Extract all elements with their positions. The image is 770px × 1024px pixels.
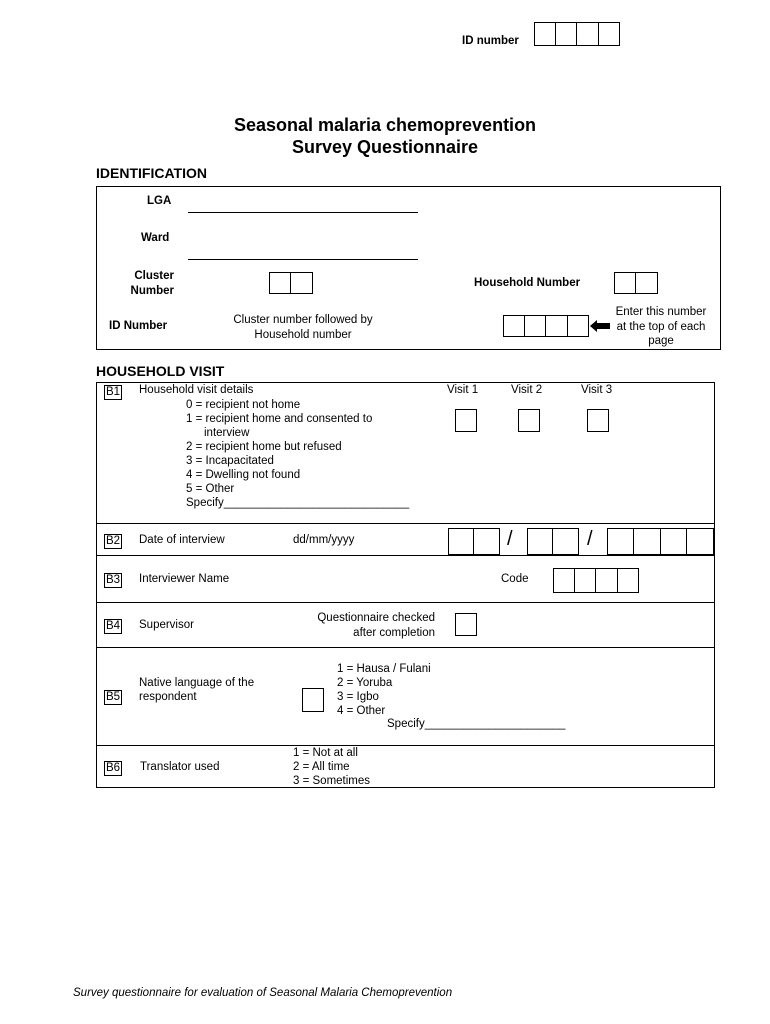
list-item: 1 = Hausa / Fulani	[337, 663, 431, 675]
title-line-1: Seasonal malaria chemoprevention	[233, 115, 537, 135]
digit-box[interactable]	[534, 22, 556, 46]
question-id-b6: B6	[106, 762, 121, 774]
header-id-boxes[interactable]	[534, 22, 620, 46]
question-id-b2: B2	[106, 535, 121, 547]
visit-1-label: Visit 1	[447, 384, 479, 396]
visit-1-box[interactable]	[455, 409, 477, 432]
visit-3-label: Visit 3	[581, 384, 613, 396]
b2-format: dd/mm/yyyy	[293, 534, 355, 546]
day-boxes[interactable]	[448, 528, 500, 555]
b5-options	[337, 662, 431, 718]
list-item: 1 = Not at all	[293, 747, 358, 759]
digit-box[interactable]	[599, 22, 621, 46]
b4-label: Supervisor	[139, 619, 194, 631]
b1-title: Household visit details	[139, 384, 254, 396]
digit-box[interactable]	[474, 528, 500, 555]
list-item: 1 = recipient home and consented to	[186, 413, 373, 425]
b1-options	[186, 398, 409, 510]
date-separator: /	[507, 528, 513, 550]
questionnaire-checked-box[interactable]	[455, 613, 477, 636]
month-boxes[interactable]	[527, 528, 579, 555]
lga-input-line[interactable]	[188, 201, 418, 213]
ward-input-line[interactable]	[188, 248, 418, 260]
b5-specify[interactable]: Specify______________________	[387, 718, 566, 730]
question-id-b4: B4	[106, 620, 121, 632]
household-number-label: Household Number	[474, 277, 581, 289]
lga-label: LGA	[147, 195, 172, 207]
household-number-boxes[interactable]	[614, 272, 658, 294]
digit-box[interactable]	[291, 272, 313, 294]
list-item: 3 = Sometimes	[293, 775, 371, 787]
code-label: Code	[501, 573, 529, 585]
visit-3-box[interactable]	[587, 409, 609, 432]
list-item: 3 = Igbo	[337, 691, 379, 703]
language-box[interactable]	[302, 688, 324, 712]
digit-box[interactable]	[503, 315, 525, 337]
digit-box[interactable]	[618, 568, 640, 593]
digit-box[interactable]	[546, 315, 568, 337]
list-item: 4 = Other	[337, 705, 386, 717]
digit-box[interactable]	[448, 528, 474, 555]
list-item: 3 = Incapacitated	[186, 455, 274, 467]
cluster-number-boxes[interactable]	[269, 272, 313, 294]
questionnaire-checked-label: Questionnaire checked after completion	[317, 612, 435, 639]
digit-box[interactable]	[553, 528, 579, 555]
digit-box[interactable]	[634, 528, 661, 555]
digit-box[interactable]	[269, 272, 291, 294]
id-number-label: ID Number	[109, 320, 168, 332]
digit-box[interactable]	[568, 315, 590, 337]
enter-number-note: Enter this number at the top of each page	[615, 306, 707, 347]
digit-box[interactable]	[527, 528, 553, 555]
row-divider	[96, 647, 715, 648]
page-footer: Survey questionnaire for evaluation of Seasonal Malaria Chemoprevention	[73, 987, 453, 999]
date-separator: /	[587, 528, 593, 550]
row-divider	[96, 555, 715, 556]
digit-box[interactable]	[575, 568, 597, 593]
id-number-boxes[interactable]	[503, 315, 589, 337]
b2-label: Date of interview	[139, 534, 225, 546]
digit-box[interactable]	[636, 272, 658, 294]
question-id-b1: B1	[106, 386, 121, 398]
header-id-label: ID number	[462, 35, 519, 47]
row-divider	[96, 523, 715, 524]
visit-2-box[interactable]	[518, 409, 540, 432]
list-item: 5 = Other	[186, 483, 235, 495]
digit-box[interactable]	[577, 22, 599, 46]
b3-label: Interviewer Name	[139, 573, 230, 585]
question-id-b3: B3	[106, 574, 121, 586]
list-item: 0 = recipient not home	[186, 399, 301, 411]
list-item: interview	[204, 427, 250, 439]
digit-box[interactable]	[607, 528, 634, 555]
list-item: 4 = Dwelling not found	[186, 469, 301, 481]
code-boxes[interactable]	[553, 568, 639, 593]
list-item: 2 = All time	[293, 761, 350, 773]
digit-box[interactable]	[525, 315, 547, 337]
digit-box[interactable]	[661, 528, 688, 555]
question-id-b5: B5	[106, 691, 121, 703]
list-item: 2 = Yoruba	[337, 677, 393, 689]
ward-label: Ward	[141, 232, 170, 244]
cluster-number-label: Cluster Number	[130, 270, 174, 297]
visit-2-label: Visit 2	[511, 384, 543, 396]
b6-options	[293, 746, 370, 788]
title-line-2: Survey Questionnaire	[291, 137, 479, 157]
year-boxes[interactable]	[607, 528, 714, 555]
row-divider	[96, 745, 715, 746]
page-title	[0, 114, 770, 158]
identification-heading: IDENTIFICATION	[96, 165, 207, 181]
id-number-note: Cluster number followed by Household number	[233, 314, 373, 341]
b6-label: Translator used	[140, 761, 220, 773]
digit-box[interactable]	[553, 568, 575, 593]
digit-box[interactable]	[596, 568, 618, 593]
row-divider	[96, 602, 715, 603]
digit-box[interactable]	[687, 528, 714, 555]
list-item: 2 = recipient home but refused	[186, 441, 342, 453]
household-visit-heading: HOUSEHOLD VISIT	[96, 363, 225, 379]
list-item: Specify_____________________________	[186, 497, 410, 509]
digit-box[interactable]	[556, 22, 578, 46]
b5-label: Native language of the respondent	[139, 677, 255, 703]
digit-box[interactable]	[614, 272, 636, 294]
